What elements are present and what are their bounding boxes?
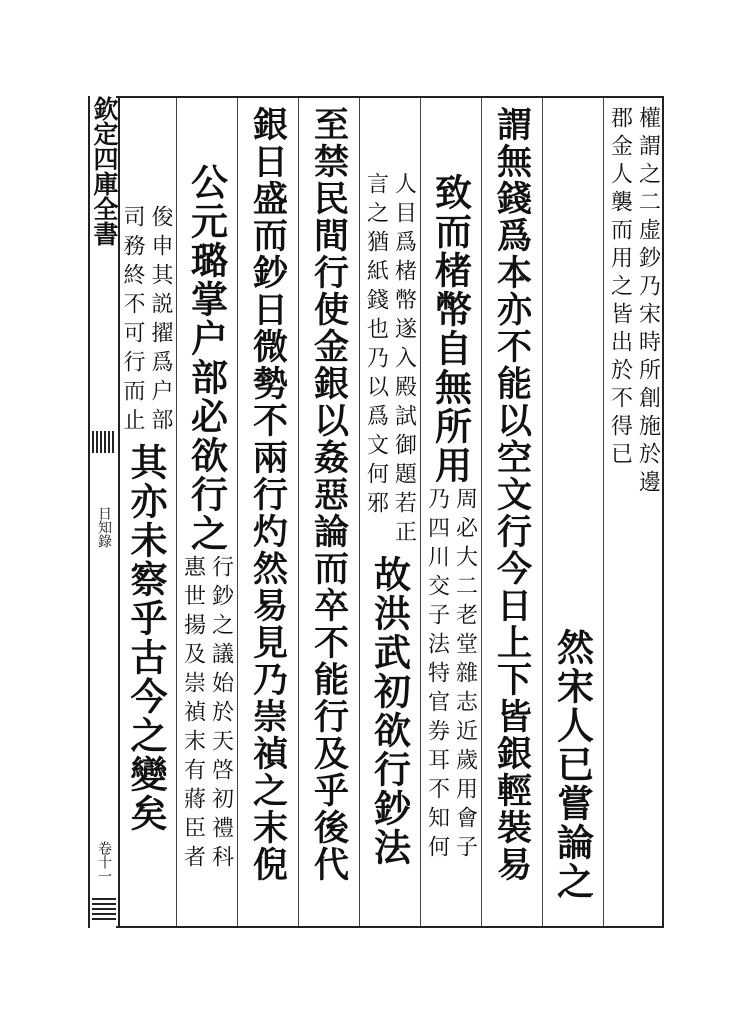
note-line: 俊申其説擢爲户部 (148, 205, 173, 437)
text-column (116, 98, 176, 930)
text-column (298, 98, 359, 930)
text-column (359, 98, 420, 930)
note-line: 乃四川交子法特官券耳不知何 (424, 486, 450, 864)
text-column (481, 98, 542, 930)
text-frame (116, 96, 664, 928)
main-text: 然宋人已嘗論之 (550, 628, 595, 901)
note-line: 權謂之二虚鈔乃宋時所創施於邊 (635, 106, 661, 498)
main-text: 至禁民間行使金銀以姦惡論而卒不能行及乎後代 (308, 106, 350, 883)
main-text: 銀日盛而鈔日微勢不兩行灼然易見乃崇禎之末倪 (247, 106, 289, 883)
book-title: 欽定四庫全書 (90, 96, 119, 246)
main-text: 謂無錢爲本亦不能以空文行今日上下皆銀輕裝易 (491, 106, 533, 883)
main-text: 故洪武初欲行鈔法 (367, 554, 412, 867)
note-line: 司務終不可行而止 (120, 205, 145, 437)
work-title: 日知錄 (96, 506, 112, 548)
text-column (420, 98, 481, 930)
main-text: 公元璐掌户部必欲行之 (184, 162, 229, 553)
note-line: 行鈔之議始於天啓初禮科 (208, 554, 234, 874)
note-line: 惠世揚及崇禎末有蔣臣者 (180, 554, 206, 874)
text-column (603, 98, 664, 930)
main-text: 其亦未察乎古今之變矣 (124, 443, 168, 833)
note-line: 人目爲楮幣遂入殿試御題若正 (391, 171, 417, 549)
text-column (176, 98, 237, 930)
main-text: 致而楮幣自無所用 (428, 172, 473, 485)
note-line: 言之猶紙錢也乃以爲文何邪 (363, 171, 389, 520)
note-line: 周必大二老堂雜志近歲用會子 (452, 486, 478, 864)
note-line: 郡金人襲而用之皆出於不得已 (607, 106, 633, 470)
text-column (237, 98, 298, 930)
margin-bottom-mark (92, 896, 116, 920)
text-column (542, 98, 603, 930)
fish-tail-mark (92, 431, 116, 453)
page-number: 卷十一 (96, 841, 112, 883)
